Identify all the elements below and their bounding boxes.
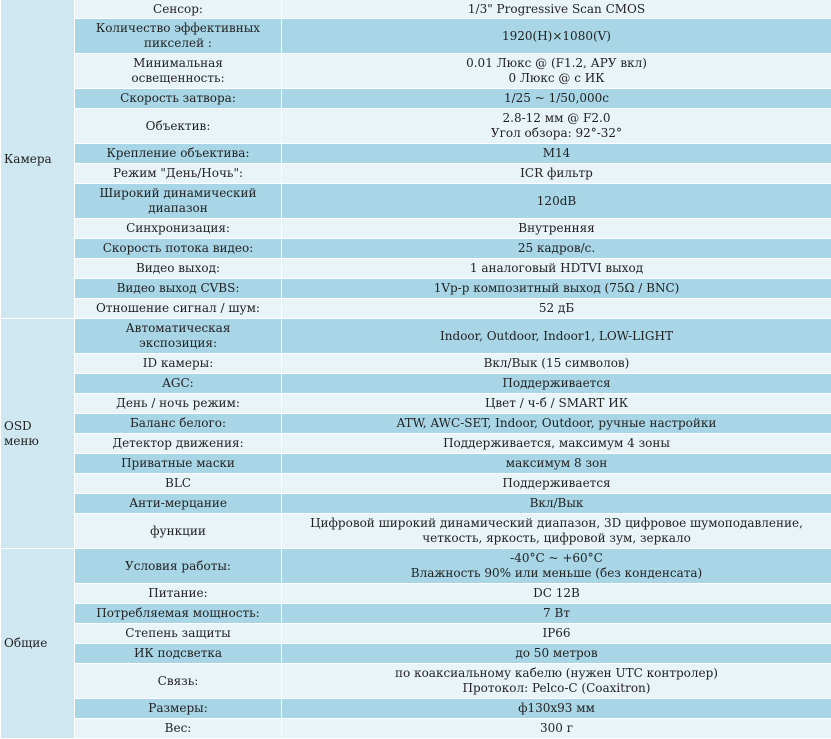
spec-value: Вкл/Вык (15 символов) — [282, 354, 831, 374]
spec-label: функции — [75, 514, 282, 549]
table-row — [1, 699, 831, 719]
spec-label: День / ночь режим: — [75, 394, 282, 414]
spec-value: IP66 — [282, 624, 831, 644]
spec-label: Степень защиты — [75, 624, 282, 644]
table-row — [1, 434, 831, 454]
spec-label: Потребляемая мощность: — [75, 604, 282, 624]
spec-label: Автоматическая экспозиция: — [75, 319, 282, 354]
table-row — [1, 109, 831, 144]
table-row — [1, 219, 831, 239]
spec-value: Внутренняя — [282, 219, 831, 239]
table-row — [1, 494, 831, 514]
spec-label: Минимальная освещенность: — [75, 54, 282, 89]
table-row — [1, 584, 831, 604]
group-label: Общие — [1, 549, 75, 739]
spec-label: ИК подсветка — [75, 644, 282, 664]
spec-label: Режим "День/Ночь": — [75, 164, 282, 184]
table-row — [1, 89, 831, 109]
table-row — [1, 644, 831, 664]
spec-label: Сенсор: — [75, 0, 282, 19]
table-row — [1, 19, 831, 54]
spec-label: Отношение сигнал / шум: — [75, 299, 282, 319]
spec-value: Поддерживается — [282, 374, 831, 394]
spec-label: AGC: — [75, 374, 282, 394]
spec-value: 1/3" Progressive Scan CMOS — [282, 0, 831, 19]
spec-value: до 50 метров — [282, 644, 831, 664]
spec-value: 2.8-12 мм @ F2.0 Угол обзора: 92°-32° — [282, 109, 831, 144]
table-row — [1, 604, 831, 624]
spec-label: Скорость затвора: — [75, 89, 282, 109]
table-row — [1, 164, 831, 184]
spec-value: 120dB — [282, 184, 831, 219]
table-row — [1, 474, 831, 494]
table-row — [1, 0, 831, 19]
spec-value: 300 г — [282, 719, 831, 739]
spec-label: Анти-мерцание — [75, 494, 282, 514]
spec-label: Видео выход CVBS: — [75, 279, 282, 299]
spec-value: максимум 8 зон — [282, 454, 831, 474]
spec-label: BLC — [75, 474, 282, 494]
spec-value: 1 аналоговый HDTVI выход — [282, 259, 831, 279]
group-label: OSD меню — [1, 319, 75, 549]
spec-table-body — [1, 0, 831, 739]
spec-value: 1/25 ~ 1/50,000с — [282, 89, 831, 109]
spec-label: Широкий динамический диапазон — [75, 184, 282, 219]
spec-value: 52 дБ — [282, 299, 831, 319]
table-row — [1, 144, 831, 164]
spec-label: Видео выход: — [75, 259, 282, 279]
table-row — [1, 514, 831, 549]
spec-label: Размеры: — [75, 699, 282, 719]
spec-label: Скорость потока видео: — [75, 239, 282, 259]
spec-value: 0.01 Люкс @ (F1.2, АРУ вкл) 0 Люкс @ с ИК — [282, 54, 831, 89]
spec-value: M14 — [282, 144, 831, 164]
table-row — [1, 184, 831, 219]
spec-value: Поддерживается — [282, 474, 831, 494]
spec-value: Поддерживается, максимум 4 зоны — [282, 434, 831, 454]
spec-value: DC 12В — [282, 584, 831, 604]
spec-value: Цифровой широкий динамический диапазон, 3D цифровое шумоподавление, четкость, яркость, цифровой зум, зеркало — [282, 514, 831, 549]
table-row — [1, 454, 831, 474]
spec-label: Питание: — [75, 584, 282, 604]
spec-label: Детектор движения: — [75, 434, 282, 454]
spec-value: -40°C ~ +60°C Влажность 90% или меньше (без конденсата) — [282, 549, 831, 584]
table-row — [1, 299, 831, 319]
table-row — [1, 319, 831, 354]
spec-value: ATW, AWC-SET, Indoor, Outdoor, ручные настройки — [282, 414, 831, 434]
table-row — [1, 279, 831, 299]
spec-label: Объектив: — [75, 109, 282, 144]
spec-label: Крепление объектива: — [75, 144, 282, 164]
spec-label: Условия работы: — [75, 549, 282, 584]
spec-value: 7 Вт — [282, 604, 831, 624]
spec-value: Цвет / ч-б / SMART ИК — [282, 394, 831, 414]
table-row — [1, 239, 831, 259]
table-row — [1, 624, 831, 644]
spec-value: Indoor, Outdoor, Indoor1, LOW-LIGHT — [282, 319, 831, 354]
spec-value: 25 кадров/с. — [282, 239, 831, 259]
spec-value: ф130x93 мм — [282, 699, 831, 719]
table-row — [1, 414, 831, 434]
spec-value: по коаксиальному кабелю (нужен UTC контролер) Протокол: Pelco-C (Coaxitron) — [282, 664, 831, 699]
spec-value: ICR фильтр — [282, 164, 831, 184]
table-row — [1, 54, 831, 89]
spec-label: Вес: — [75, 719, 282, 739]
spec-value: 1920(H)×1080(V) — [282, 19, 831, 54]
table-row — [1, 354, 831, 374]
table-row — [1, 664, 831, 699]
group-label: Камера — [1, 0, 75, 319]
table-row — [1, 549, 831, 584]
spec-label: ID камеры: — [75, 354, 282, 374]
spec-value: Вкл/Вык — [282, 494, 831, 514]
table-row — [1, 374, 831, 394]
spec-label: Баланс белого: — [75, 414, 282, 434]
spec-label: Количество эффективных пикселей : — [75, 19, 282, 54]
spec-label: Синхронизация: — [75, 219, 282, 239]
spec-label: Приватные маски — [75, 454, 282, 474]
table-row — [1, 394, 831, 414]
spec-label: Связь: — [75, 664, 282, 699]
spec-value: 1Vp-p композитный выход (75Ω / BNC) — [282, 279, 831, 299]
table-row — [1, 259, 831, 279]
